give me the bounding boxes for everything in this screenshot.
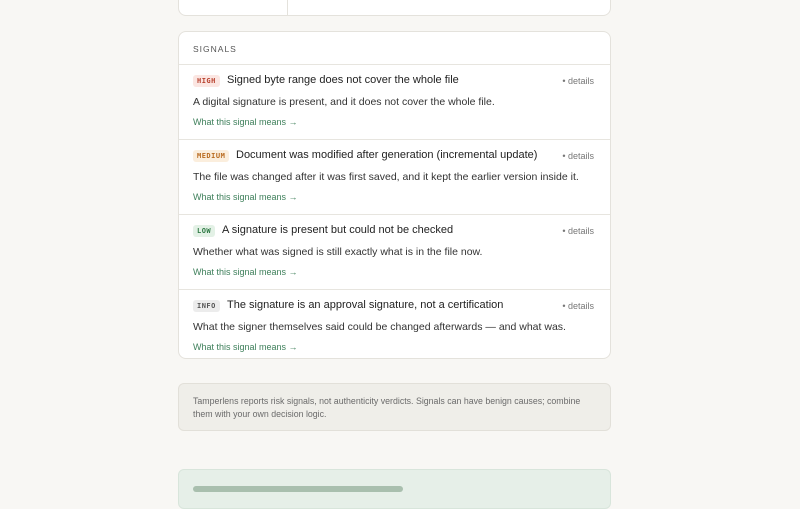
file-size-cell [179, 0, 288, 15]
signal-row [179, 140, 610, 215]
details-toggle[interactable]: • details [562, 76, 594, 86]
signal-row [179, 290, 610, 364]
next-section-card [178, 469, 611, 509]
signal-title: Document was modified after generation (incremental update) [236, 149, 538, 161]
signal-description: Whether what was signed is still exactly what is in the file now. [193, 246, 483, 258]
signal-title: Signed byte range does not cover the whole file [227, 74, 459, 86]
signal-help-link[interactable]: What this signal means → [193, 117, 298, 127]
signals-heading: SIGNALS [193, 44, 237, 54]
signal-description: The file was changed after it was first saved, and it kept the earlier version inside it. [193, 171, 579, 183]
severity-badge-medium: MEDIUM [193, 150, 229, 162]
details-toggle[interactable]: • details [562, 226, 594, 236]
signal-help-link[interactable]: What this signal means → [193, 342, 298, 352]
severity-badge-low: LOW [193, 225, 215, 237]
disclaimer-text: Tamperlens reports risk signals, not authenticity verdicts. Signals can have benign causes; combine them with your own decision logic. [193, 396, 581, 419]
signal-title: The signature is an approval signature, not a certification [227, 299, 504, 311]
file-summary-card [178, 0, 611, 16]
signals-header [179, 32, 610, 65]
severity-badge-high: HIGH [193, 75, 220, 87]
signal-description: What the signer themselves said could be changed afterwards — and what was. [193, 321, 566, 333]
signal-row [179, 215, 610, 290]
signal-row [179, 65, 610, 140]
signal-title: A signature is present but could not be checked [222, 224, 454, 236]
severity-badge-info: INFO [193, 300, 220, 312]
signal-help-link[interactable]: What this signal means → [193, 267, 298, 277]
disclaimer-note [178, 383, 611, 431]
signal-help-link[interactable]: What this signal means → [193, 192, 298, 202]
next-section-heading-placeholder [193, 486, 403, 492]
details-toggle[interactable]: • details [562, 301, 594, 311]
signal-description: A digital signature is present, and it does not cover the whole file. [193, 96, 495, 108]
details-toggle[interactable]: • details [562, 151, 594, 161]
signals-card [178, 31, 611, 359]
